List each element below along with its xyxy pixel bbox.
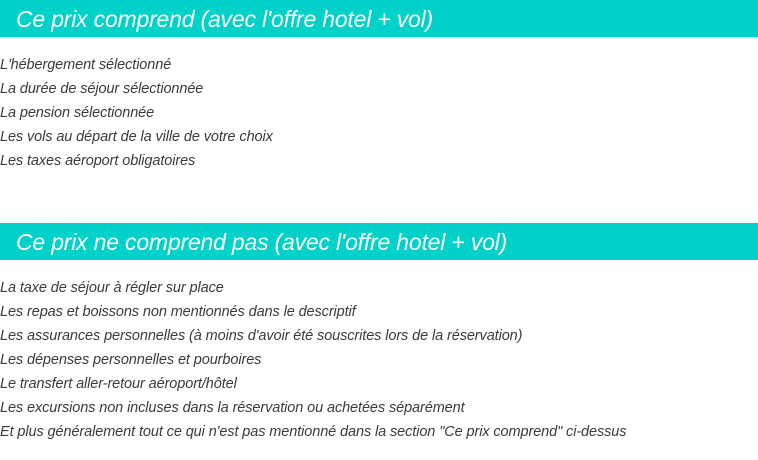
list-item: Les excursions non incluses dans la réservation ou achetées séparément: [0, 400, 465, 416]
excludes-section-header: [0, 223, 758, 260]
list-item: L'hébergement sélectionné: [0, 57, 172, 73]
includes-section-title: Ce prix comprend (avec l'offre hotel + vol): [16, 6, 434, 32]
list-item: Le transfert aller-retour aéroport/hôtel: [0, 376, 237, 392]
list-item: La pension sélectionnée: [0, 105, 155, 121]
list-item: Les taxes aéroport obligatoires: [0, 153, 196, 169]
includes-list: [0, 53, 273, 173]
list-item: La durée de séjour sélectionnée: [0, 81, 204, 97]
list-item: La taxe de séjour à régler sur place: [0, 280, 224, 296]
list-item: Les assurances personnelles (à moins d'avoir été souscrites lors de la réservation): [0, 328, 523, 344]
list-item: Les dépenses personnelles et pourboires: [0, 352, 262, 368]
list-item: Les vols au départ de la ville de votre choix: [0, 129, 273, 145]
includes-section-header: [0, 0, 758, 37]
excludes-list: [0, 276, 626, 444]
list-item: Et plus généralement tout ce qui n'est pas mentionné dans la section "Ce prix comprend" ci-dessus: [0, 424, 627, 440]
list-item: Les repas et boissons non mentionnés dans le descriptif: [0, 304, 356, 320]
excludes-section-title: Ce prix ne comprend pas (avec l'offre hotel + vol): [16, 229, 508, 255]
